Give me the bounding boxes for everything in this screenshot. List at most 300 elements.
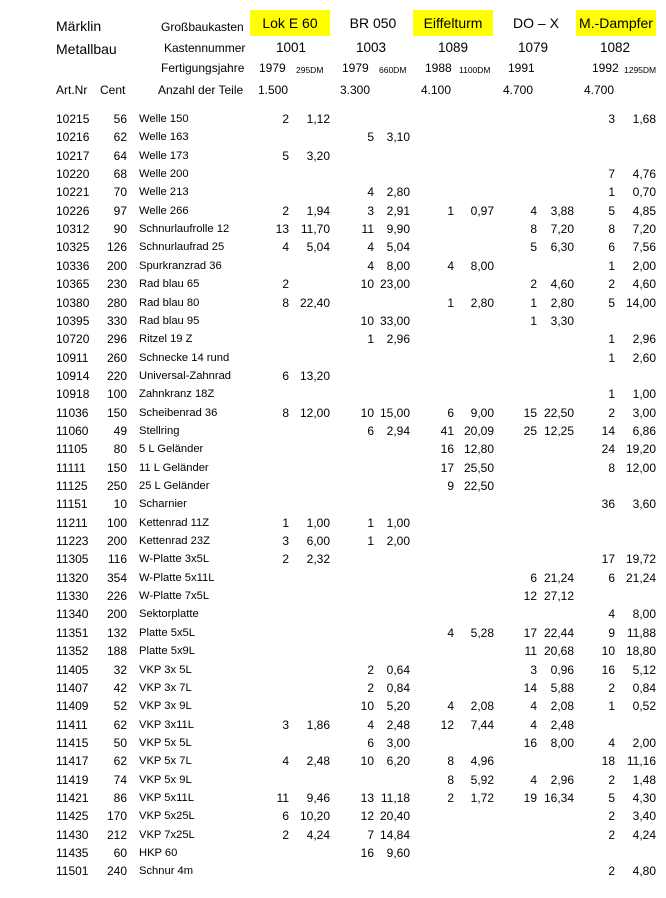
price-cell: 5,28 (470, 625, 494, 640)
quantity-cell: 3 (282, 717, 289, 732)
part-name-cell: Welle 213 (139, 186, 189, 199)
cent-column-header: Cent (100, 83, 126, 97)
price-cell: 8,00 (386, 258, 410, 273)
quantity-cell: 36 (601, 497, 615, 512)
quantity-cell: 5 (608, 790, 615, 805)
part-name-cell: Stellring (139, 424, 180, 437)
quantity-cell: 19 (523, 790, 537, 805)
price-cell: 1,00 (386, 515, 410, 530)
price-cell: 3,10 (386, 130, 410, 145)
art-nr-cell: 11425 (56, 809, 89, 824)
price-cell: 12,25 (543, 423, 574, 438)
quantity-cell: 8 (282, 405, 289, 420)
quantity-cell: 12 (523, 589, 537, 604)
quantity-cell: 11 (361, 222, 374, 237)
part-name-cell: Kettenrad 11Z (139, 516, 210, 529)
price-cell: 3,20 (306, 148, 330, 163)
quantity-cell: 9 (608, 625, 615, 640)
quantity-cell: 16 (360, 846, 374, 860)
part-name-cell: VKP 3x 5L (139, 663, 192, 676)
price-cell: 3,00 (386, 735, 410, 750)
quantity-cell: 2 (447, 790, 454, 805)
quantity-cell: 4 (367, 717, 374, 732)
table-row (0, 202, 666, 220)
price-cell: 2,80 (386, 185, 410, 200)
cent-cell: 126 (106, 240, 127, 255)
price-cell: 20,09 (463, 423, 494, 438)
price-cell: 11,18 (380, 790, 410, 805)
cent-cell: 116 (107, 552, 127, 567)
part-name-cell: Schnecke 14 rund (139, 351, 230, 364)
quantity-cell: 6 (447, 405, 454, 420)
price-cell: 4,24 (632, 827, 656, 842)
price-cell: 4,60 (632, 277, 656, 292)
price-cell: 3,60 (632, 497, 656, 512)
quantity-cell: 11 (276, 790, 289, 805)
quantity-cell: 4 (282, 240, 289, 255)
art-nr-cell: 10395 (56, 313, 90, 328)
quantity-cell: 2 (367, 680, 374, 695)
quantity-cell: 8 (608, 222, 615, 237)
price-cell: 4,80 (632, 864, 656, 879)
quantity-cell: 5 (608, 295, 615, 310)
table-row (0, 385, 666, 403)
cent-cell: 64 (113, 148, 127, 163)
price-cell: 2,00 (632, 735, 656, 750)
part-name-cell: 11 L Geländer (139, 461, 209, 474)
part-name-cell: VKP 7x25L (139, 828, 195, 841)
table-row (0, 807, 666, 825)
price-cell: 5,04 (386, 240, 410, 255)
quantity-cell: 2 (282, 277, 289, 292)
quantity-cell: 17 (523, 625, 537, 640)
part-name-cell: Rad blau 80 (139, 296, 200, 309)
part-name-cell: VKP 3x 9L (139, 700, 192, 713)
art-nr-cell: 11501 (56, 864, 89, 879)
table-row (0, 771, 666, 789)
quantity-cell: 1 (608, 258, 615, 273)
quantity-cell: 17 (601, 552, 615, 567)
part-name-cell: VKP 5x25L (139, 810, 195, 823)
price-m-dampfer: 1295DM (624, 65, 657, 75)
art-nr-cell: 11421 (56, 790, 89, 805)
table-row (0, 734, 666, 752)
art-nr-column-header: Art.Nr (56, 83, 88, 97)
price-cell: 4,30 (632, 790, 656, 805)
quantity-cell: 5 (530, 240, 537, 255)
cent-cell: 86 (113, 790, 127, 805)
quantity-cell: 2 (367, 662, 374, 677)
price-cell: 2,08 (550, 699, 574, 714)
quantity-cell: 5 (282, 148, 289, 163)
kit-header-label: Großbaukasten (161, 20, 244, 34)
part-name-cell: Schnurlaufrolle 12 (139, 223, 230, 236)
price-cell: 9,90 (386, 222, 410, 237)
quantity-cell: 1 (447, 203, 454, 218)
art-nr-cell: 11036 (56, 405, 89, 420)
price-cell: 7,56 (632, 240, 656, 255)
art-nr-cell: 11419 (56, 772, 89, 787)
quantity-cell: 13 (360, 790, 374, 805)
price-cell: 33,00 (379, 313, 410, 328)
cent-cell: 32 (113, 662, 127, 677)
price-cell: 7,20 (550, 222, 574, 237)
table-row (0, 477, 666, 495)
year-eiffelturm: 1988 (425, 61, 452, 75)
art-nr-cell: 10720 (56, 332, 90, 347)
price-cell: 4,76 (632, 167, 656, 182)
part-name-cell: VKP 5x 5L (139, 736, 192, 749)
quantity-cell: 1 (608, 699, 615, 714)
quantity-cell: 10 (360, 754, 374, 769)
price-cell: 21,24 (625, 570, 656, 585)
kit-name-do-x: DO – X (513, 15, 559, 31)
kit-name-lok-e60: Lok E 60 (250, 10, 330, 36)
quantity-cell: 3 (530, 662, 537, 677)
quantity-cell: 8 (447, 754, 454, 769)
quantity-cell: 8 (608, 460, 615, 475)
cent-cell: 62 (113, 754, 127, 769)
art-nr-cell: 11405 (56, 662, 89, 677)
price-cell: 0,97 (470, 203, 494, 218)
art-nr-cell: 10216 (56, 130, 90, 145)
part-name-cell: Schnurlaufrad 25 (139, 241, 225, 254)
table-row (0, 257, 666, 275)
part-name-cell: Sektorplatte (139, 608, 199, 621)
quantity-cell: 16 (523, 735, 537, 750)
price-cell: 0,64 (386, 662, 410, 677)
part-name-cell: Schnur 4m (139, 865, 194, 878)
price-cell: 3,40 (632, 809, 656, 824)
cent-cell: 70 (113, 185, 127, 200)
price-cell: 6,20 (386, 754, 410, 769)
price-cell: 4,24 (306, 827, 330, 842)
quantity-cell: 4 (367, 240, 374, 255)
table-row (0, 679, 666, 697)
cent-cell: 68 (113, 167, 127, 182)
quantity-cell: 1 (282, 515, 289, 530)
quantity-cell: 4 (608, 607, 615, 622)
price-cell: 5,92 (470, 772, 494, 787)
part-name-cell: W-Platte 5x11L (139, 571, 215, 584)
price-cell: 9,46 (306, 790, 330, 805)
table-row (0, 220, 666, 238)
price-cell: 2,91 (386, 203, 410, 218)
quantity-cell: 8 (447, 772, 454, 787)
quantity-cell: 1 (608, 387, 615, 402)
quantity-cell: 8 (282, 295, 289, 310)
anzahl-eiffelturm: 4.100 (421, 83, 452, 97)
price-cell: 22,50 (463, 479, 494, 493)
price-cell: 5,20 (386, 699, 410, 714)
price-cell: 0,96 (550, 662, 574, 677)
price-cell: 2,32 (306, 552, 330, 567)
part-name-cell: Rad blau 65 (139, 278, 200, 291)
table-row (0, 587, 666, 605)
art-nr-cell: 11330 (56, 589, 89, 604)
cent-cell: 80 (113, 442, 127, 457)
part-name-cell: Welle 173 (139, 149, 189, 162)
cent-cell: 132 (106, 625, 127, 640)
table-row (0, 789, 666, 807)
art-nr-cell: 11435 (56, 846, 89, 860)
price-cell: 11,70 (300, 222, 330, 237)
art-nr-cell: 11320 (56, 570, 89, 585)
price-cell: 12,00 (299, 405, 330, 420)
table-row (0, 349, 666, 367)
quantity-cell: 10 (360, 277, 374, 292)
price-cell: 0,70 (632, 185, 656, 200)
price-cell: 2,48 (386, 717, 410, 732)
quantity-cell: 1 (447, 295, 454, 310)
part-name-cell: Ritzel 19 Z (139, 333, 193, 346)
price-cell: 4,85 (632, 203, 656, 218)
price-cell: 5,04 (306, 240, 330, 255)
kastennummer-label: Kastennummer (164, 41, 246, 55)
cent-cell: 97 (113, 203, 127, 218)
price-cell: 22,44 (543, 625, 574, 640)
price-cell: 2,48 (550, 717, 574, 732)
quantity-cell: 6 (367, 423, 374, 438)
table-row (0, 440, 666, 458)
quantity-cell: 2 (608, 827, 615, 842)
table-row (0, 330, 666, 348)
brand-name: Märklin (56, 18, 102, 34)
part-name-cell: Scharnier (139, 498, 187, 511)
table-row (0, 697, 666, 715)
part-name-cell: 5 L Geländer (139, 443, 204, 456)
cent-cell: 354 (106, 570, 127, 585)
quantity-cell: 4 (447, 625, 454, 640)
price-br050: 660DM (379, 65, 407, 75)
part-name-cell: Welle 150 (139, 113, 189, 125)
quantity-cell: 1 (367, 534, 374, 549)
quantity-cell: 14 (523, 680, 537, 695)
price-cell: 2,00 (386, 534, 410, 549)
price-cell: 1,86 (306, 717, 330, 732)
part-name-cell: W-Platte 7x5L (139, 590, 210, 603)
art-nr-cell: 11223 (56, 534, 89, 549)
part-name-cell: W-Platte 3x5L (139, 553, 210, 566)
quantity-cell: 4 (447, 258, 454, 273)
art-nr-cell: 11060 (56, 423, 89, 438)
part-name-cell: Zahnkranz 18Z (139, 388, 215, 401)
price-cell: 10,20 (299, 809, 330, 824)
art-nr-cell: 11125 (56, 479, 88, 493)
part-name-cell: Welle 266 (139, 204, 189, 217)
quantity-cell: 2 (282, 112, 289, 126)
kastennummer-1003: 1003 (356, 40, 387, 55)
art-nr-cell: 10365 (56, 277, 90, 292)
quantity-cell: 5 (608, 203, 615, 218)
quantity-cell: 2 (282, 552, 289, 567)
price-cell: 15,00 (379, 405, 410, 420)
table-row (0, 661, 666, 679)
quantity-cell: 12 (440, 717, 454, 732)
quantity-cell: 24 (601, 442, 615, 457)
cent-cell: 188 (106, 644, 127, 659)
price-cell: 8,00 (632, 607, 656, 622)
anzahl-label: Anzahl der Teile (158, 83, 244, 97)
price-cell: 2,00 (632, 258, 656, 273)
quantity-cell: 3 (367, 203, 374, 218)
fertigungsjahre-label: Fertigungsjahre (161, 61, 245, 75)
art-nr-cell: 10215 (56, 112, 90, 126)
quantity-cell: 3 (282, 534, 289, 549)
price-cell: 0,52 (632, 699, 656, 714)
cent-cell: 74 (113, 772, 127, 787)
art-nr-cell: 11105 (56, 442, 88, 457)
quantity-cell: 2 (608, 809, 615, 824)
quantity-cell: 17 (440, 460, 454, 475)
art-nr-cell: 11430 (56, 827, 89, 842)
price-cell: 13,20 (299, 368, 330, 383)
cent-cell: 100 (106, 387, 127, 402)
price-cell: 1,12 (306, 112, 330, 126)
art-nr-cell: 11417 (56, 754, 89, 769)
brand-subtitle: Metallbau (56, 41, 117, 57)
cent-cell: 250 (106, 479, 127, 493)
art-nr-cell: 11352 (56, 644, 89, 659)
quantity-cell: 1 (608, 185, 615, 200)
table-row (0, 569, 666, 587)
kastennummer-1001: 1001 (276, 40, 307, 55)
price-cell: 25,50 (463, 460, 494, 475)
price-cell: 6,00 (306, 534, 330, 549)
part-name-cell: Welle 200 (139, 168, 189, 181)
quantity-cell: 6 (282, 809, 289, 824)
art-nr-cell: 10380 (56, 295, 90, 310)
table-row (0, 550, 666, 568)
quantity-cell: 1 (608, 350, 615, 365)
table-row (0, 238, 666, 256)
art-nr-cell: 10221 (56, 185, 90, 200)
art-nr-cell: 11111 (56, 460, 86, 475)
cent-cell: 226 (106, 589, 127, 604)
art-nr-cell: 11151 (56, 497, 88, 512)
cent-cell: 150 (106, 460, 127, 475)
quantity-cell: 6 (367, 735, 374, 750)
quantity-cell: 10 (601, 644, 615, 659)
table-row (0, 862, 666, 880)
quantity-cell: 3 (608, 112, 615, 126)
quantity-cell: 16 (601, 662, 615, 677)
price-cell: 7,20 (632, 222, 656, 237)
quantity-cell: 11 (524, 644, 537, 659)
cent-cell: 230 (106, 277, 127, 292)
quantity-cell: 13 (275, 222, 289, 237)
year-do-x: 1991 (508, 61, 535, 75)
cent-cell: 52 (113, 699, 127, 714)
cent-cell: 260 (106, 350, 127, 365)
anzahl-lok-e60: 1.500 (258, 83, 289, 97)
quantity-cell: 2 (608, 680, 615, 695)
quantity-cell: 1 (530, 295, 537, 310)
price-cell: 2,96 (632, 332, 656, 347)
price-cell: 20,40 (379, 809, 410, 824)
quantity-cell: 6 (530, 570, 537, 585)
part-name-cell: 25 L Geländer (139, 480, 210, 492)
table-row (0, 532, 666, 550)
price-cell: 1,00 (632, 387, 656, 402)
quantity-cell: 6 (282, 368, 289, 383)
part-name-cell: VKP 5x11L (139, 791, 194, 804)
price-cell: 9,00 (470, 405, 494, 420)
quantity-cell: 4 (530, 699, 537, 714)
table-row (0, 183, 666, 201)
cent-cell: 50 (113, 735, 127, 750)
quantity-cell: 7 (608, 167, 615, 182)
part-name-cell: Rad blau 95 (139, 314, 200, 327)
kastennummer-1082: 1082 (600, 40, 631, 55)
part-name-cell: HKP 60 (139, 847, 178, 859)
year-m-dampfer: 1992 (592, 61, 619, 75)
price-cell: 22,40 (299, 295, 330, 310)
art-nr-cell: 10911 (56, 350, 89, 365)
price-cell: 27,12 (543, 589, 574, 604)
quantity-cell: 18 (601, 754, 615, 769)
cent-cell: 56 (113, 112, 127, 126)
price-cell: 4,60 (550, 277, 574, 292)
price-cell: 2,96 (550, 772, 574, 787)
price-cell: 0,84 (632, 680, 656, 695)
price-cell: 2,80 (470, 295, 494, 310)
price-cell: 1,48 (632, 772, 656, 787)
table-row (0, 110, 666, 128)
quantity-cell: 10 (360, 405, 374, 420)
part-name-cell: Platte 5x9L (139, 645, 195, 658)
table-row (0, 165, 666, 183)
art-nr-cell: 10226 (56, 203, 90, 218)
part-name-cell: Universal-Zahnrad (139, 369, 232, 382)
art-nr-cell: 11340 (56, 607, 89, 622)
quantity-cell: 4 (282, 754, 289, 769)
quantity-cell: 4 (367, 185, 374, 200)
kastennummer-1079: 1079 (518, 40, 549, 55)
price-cell: 16,34 (543, 790, 574, 805)
cent-cell: 62 (113, 130, 127, 145)
art-nr-cell: 10918 (56, 387, 90, 402)
quantity-cell: 25 (523, 423, 537, 438)
part-name-cell: VKP 3x11L (139, 718, 194, 731)
art-nr-cell: 11211 (56, 515, 88, 530)
quantity-cell: 6 (608, 570, 615, 585)
table-row (0, 514, 666, 532)
price-cell: 9,60 (386, 846, 410, 860)
table-row (0, 275, 666, 293)
table-row (0, 294, 666, 312)
table-row (0, 422, 666, 440)
cent-cell: 100 (106, 515, 127, 530)
art-nr-cell: 11415 (56, 735, 89, 750)
kastennummer-1089: 1089 (438, 40, 469, 55)
quantity-cell: 10 (360, 699, 374, 714)
cent-cell: 240 (106, 864, 127, 879)
kit-name-m-dampfer: M.-Dampfer (576, 10, 656, 36)
price-cell: 14,00 (625, 295, 656, 310)
price-cell: 1,68 (632, 112, 656, 126)
price-cell: 6,86 (632, 423, 656, 438)
quantity-cell: 41 (440, 423, 454, 438)
quantity-cell: 4 (530, 203, 537, 218)
table-row (0, 495, 666, 513)
price-cell: 2,94 (386, 423, 410, 438)
quantity-cell: 2 (608, 772, 615, 787)
anzahl-br050: 3.300 (340, 83, 371, 97)
price-cell: 8,00 (470, 258, 494, 273)
table-row (0, 605, 666, 623)
table-row (0, 844, 666, 862)
